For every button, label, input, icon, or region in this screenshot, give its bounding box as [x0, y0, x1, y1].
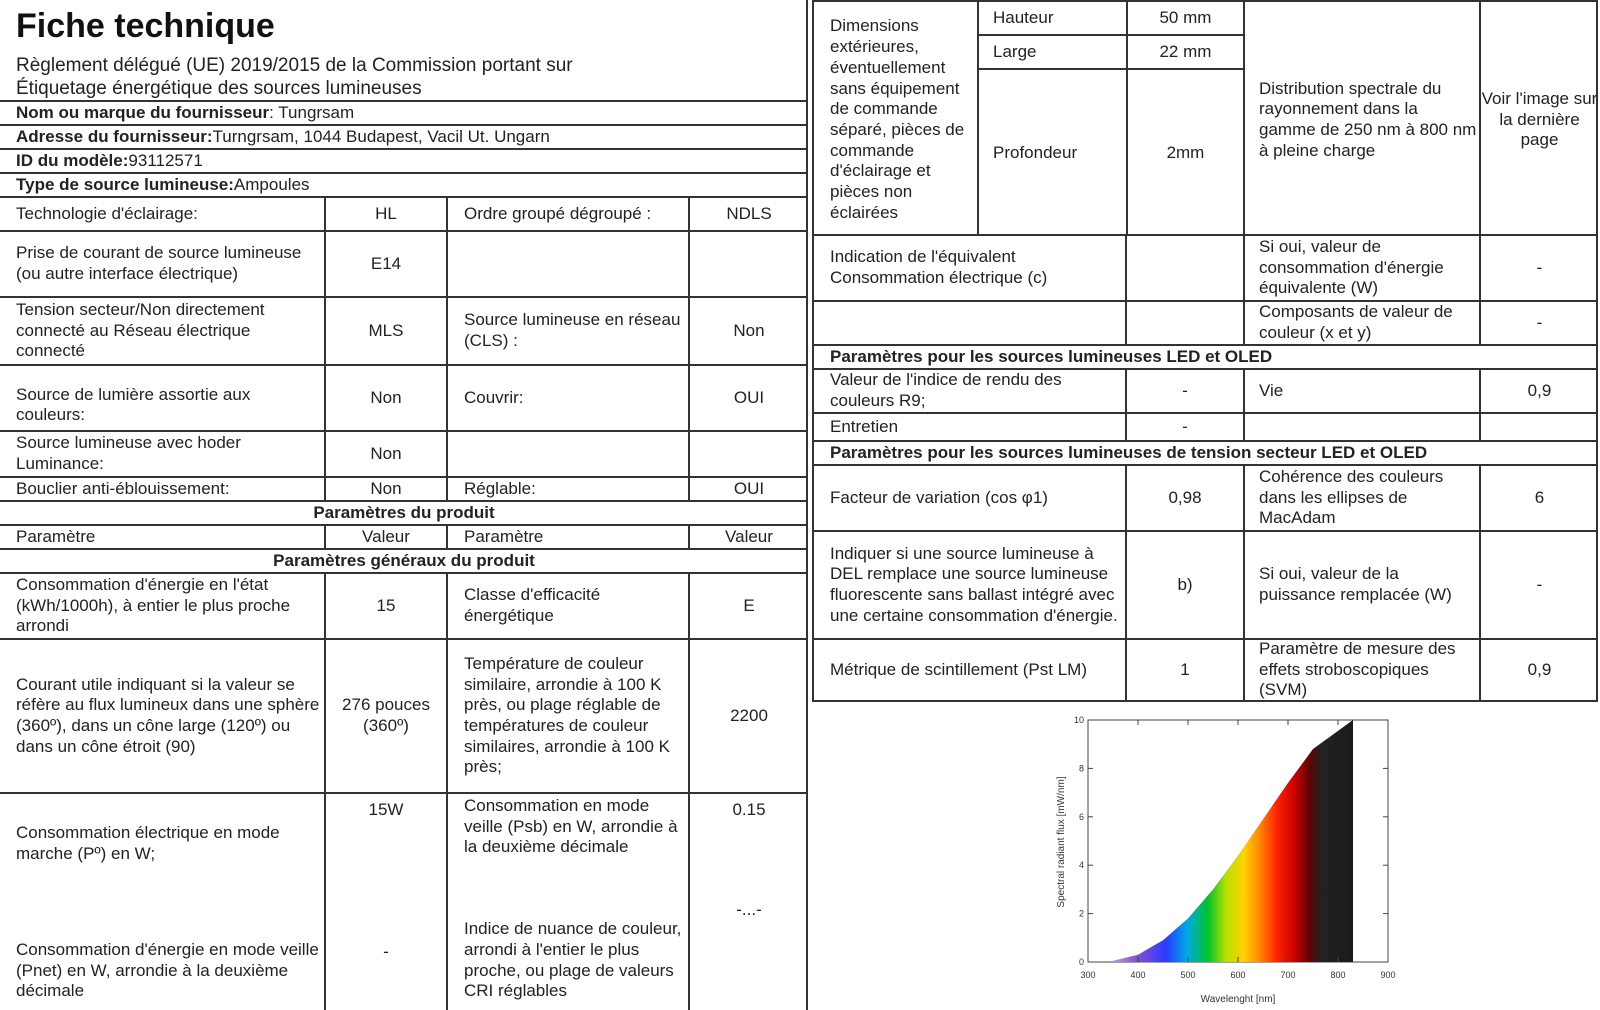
supplier-name-value: : Tungrsam: [269, 102, 355, 122]
value-cell: -...-: [688, 894, 808, 1010]
page-subtitle: Règlement délégué (UE) 2019/2015 de la Commission portant sur Étiquetage énergétique des sources lumineuses: [16, 55, 573, 100]
param-cell: Cohérence des couleurs dans les ellipses de MacAdam: [1243, 466, 1479, 530]
model-id-value: 93112571: [128, 150, 203, 170]
value-cell: 0,9: [1479, 640, 1598, 700]
value-cell: b): [1125, 532, 1243, 638]
param-cell: Entretien: [812, 414, 1125, 440]
value-cell: E14: [324, 232, 446, 296]
section-heading-product: Paramètres du produit: [0, 502, 808, 526]
x-tick-label: 400: [1130, 970, 1146, 980]
dimension-value: 2mm: [1126, 70, 1243, 234]
table-row: [812, 414, 1598, 442]
value-cell: 0.15: [688, 794, 808, 894]
value-cell: -: [324, 894, 446, 1010]
value-cell: OUI: [688, 478, 808, 500]
param-cell: [812, 302, 1125, 344]
param-cell: Indiquer si une source lumineuse à DEL remplace une source lumineuse fluorescente sans ballast intégré avec une certaine consommation d'énergie.: [812, 532, 1125, 638]
supplier-address-value: Turngrsam, 1044 Budapest, Vacil Ut. Ungarn: [212, 126, 550, 146]
value-cell: MLS: [324, 298, 446, 364]
param-cell: Classe d'efficacité énergétique: [446, 574, 688, 638]
value-cell: -: [1479, 302, 1598, 344]
value-cell: NDLS: [688, 198, 808, 230]
dimensions-label: Dimensions extérieures, éventuellement sans équipement de commande séparé, pièces de commande d'éclairage et pièces non éclairées: [812, 2, 977, 234]
section-heading-general: Paramètres généraux du produit: [0, 550, 808, 574]
value-cell: [688, 232, 808, 296]
param-cell: Indice de nuance de couleur, arrondi à l'entier le plus proche, ou plage de valeurs CRI réglables: [446, 894, 688, 1010]
table-row: [0, 640, 808, 794]
value-cell: Non: [324, 478, 446, 500]
spectral-distribution-chart: [1050, 712, 1420, 1010]
y-tick-label: 6: [1078, 811, 1084, 822]
value-cell: 0,98: [1125, 466, 1243, 530]
table-row: [812, 640, 1598, 702]
table-row: [812, 236, 1598, 302]
param-cell: [1243, 414, 1479, 440]
dimension-name: Large: [993, 41, 1037, 61]
title-block: [0, 0, 808, 102]
model-id-label: ID du modèle:: [16, 150, 129, 170]
value-cell: Non: [688, 298, 808, 364]
param-cell: Réglable:: [446, 478, 688, 500]
value-cell: -: [1125, 370, 1243, 412]
value-cell: 2200: [688, 640, 808, 792]
dimension-row-width: [979, 36, 1243, 70]
table-row: [0, 366, 808, 432]
y-tick-label: 2: [1078, 908, 1084, 919]
value-cell: 276 pouces (360º): [324, 640, 446, 792]
section-heading-led: Paramètres pour les sources lumineuses LED et OLED: [812, 346, 1598, 370]
model-id-row: [0, 150, 808, 174]
supplier-name-row: [0, 102, 808, 126]
value-cell: 6: [1479, 466, 1598, 530]
value-cell: OUI: [688, 366, 808, 430]
table-row: [0, 232, 808, 298]
column-header-param: Paramètre: [446, 526, 688, 548]
value-cell: Non: [324, 432, 446, 476]
source-type-value: Ampoules: [233, 174, 310, 194]
dimension-name: Hauteur: [993, 7, 1054, 27]
y-axis-label: Spectral radiant flux [mW/nm]: [1056, 776, 1067, 908]
table-row: [812, 466, 1598, 532]
table-row: [812, 370, 1598, 414]
param-cell: [446, 432, 688, 476]
source-type-label: Type de source lumineuse:: [16, 174, 234, 194]
param-cell: Si oui, valeur de la puissance remplacée (W): [1243, 532, 1479, 638]
param-cell: Ordre groupé dégroupé :: [446, 198, 688, 230]
dimensions-row: [812, 0, 1598, 236]
supplier-name-label: Nom ou marque du fournisseur: [16, 102, 270, 122]
table-row: [0, 794, 808, 894]
param-cell: Si oui, valeur de consommation d'énergie équivalente (W): [1243, 236, 1479, 300]
table-row: [0, 574, 808, 640]
table-row: [0, 894, 808, 1010]
x-tick-label: 700: [1280, 970, 1296, 980]
value-cell: [1125, 236, 1243, 300]
table-row: [812, 302, 1598, 346]
param-cell: Tension secteur/Non directement connecté au Réseau électrique connecté: [16, 299, 265, 361]
dimension-row-depth: [979, 70, 1243, 234]
table-row: [0, 298, 808, 366]
param-cell: Métrique de scintillement (Pst LM): [812, 640, 1125, 700]
param-cell: Température de couleur similaire, arrondie à 100 K près, ou plage réglable de températures de couleur similaires, arrondie à 100 K près;: [446, 640, 688, 792]
table-row: [0, 478, 808, 502]
value-cell: 15: [324, 574, 446, 638]
table-row: [0, 432, 808, 478]
value-cell: [688, 432, 808, 476]
param-cell: Source lumineuse en réseau (CLS) :: [446, 298, 688, 364]
param-cell: Composants de valeur de couleur (x et y): [1243, 302, 1479, 344]
param-cell: Consommation électrique en mode marche (Pº) en W;: [16, 823, 280, 863]
column-header-param: Paramètre: [16, 526, 96, 546]
x-tick-label: 900: [1380, 970, 1396, 980]
y-tick-label: 10: [1073, 715, 1084, 725]
param-cell: Source lumineuse avec hoder Luminance:: [16, 433, 241, 473]
value-cell: [1125, 302, 1243, 344]
table-row: [0, 198, 808, 232]
dimension-name: Profondeur: [993, 142, 1078, 162]
y-tick-label: 4: [1078, 860, 1084, 871]
param-cell: Paramètre de mesure des effets stroboscopiques (SVM): [1243, 640, 1479, 700]
param-cell: Facteur de variation (cos φ1): [812, 466, 1125, 530]
page-title: Fiche technique: [16, 7, 275, 45]
param-cell: Source de lumière assortie aux couleurs:: [16, 384, 251, 425]
param-cell: Indication de l'équivalent Consommation électrique (c): [812, 236, 1125, 300]
x-tick-label: 300: [1080, 970, 1096, 980]
spectral-distribution-label: Distribution spectrale du rayonnement dans la gamme de 250 nm à 800 nm à pleine charge: [1243, 2, 1479, 234]
y-tick-label: 8: [1078, 763, 1084, 774]
dimension-row-height: [979, 2, 1243, 36]
param-cell: Couvrir:: [446, 366, 688, 430]
value-cell: -: [1125, 414, 1243, 440]
y-tick-label: 0: [1078, 957, 1084, 967]
table-row: [812, 532, 1598, 640]
x-tick-label: 500: [1180, 970, 1196, 980]
supplier-address-label: Adresse du fournisseur:: [16, 126, 213, 146]
column-header-value: Valeur: [324, 526, 446, 548]
value-cell: 1: [1125, 640, 1243, 700]
right-datasheet-table: [812, 0, 1600, 702]
param-cell: [446, 232, 688, 296]
x-tick-label: 600: [1230, 970, 1246, 980]
column-header-value: Valeur: [688, 526, 808, 548]
param-cell: Valeur de l'indice de rendu des couleurs R9;: [812, 370, 1125, 412]
value-cell: 15W: [324, 794, 446, 894]
param-cell: Courant utile indiquant si la valeur se réfère au flux lumineux dans une sphère (360º), dans un cône large (120º) ou dans un cône étroit (90): [16, 674, 320, 756]
supplier-address-row: [0, 126, 808, 150]
param-cell: Consommation d'énergie en l'état (kWh/1000h), à entier le plus proche arrondi: [16, 574, 291, 636]
param-cell: Bouclier anti-éblouissement:: [16, 478, 230, 498]
param-cell: Technologie d'éclairage:: [16, 203, 198, 223]
spectrum-area: [1113, 720, 1353, 962]
param-cell: Prise de courant de source lumineuse (ou autre interface électrique): [16, 243, 302, 283]
dimensions-subtable: [977, 2, 1243, 234]
value-cell: -: [1479, 236, 1598, 300]
param-cell: Consommation d'énergie en mode veille (Pnet) en W, arrondie à la deuxième décimale: [16, 939, 319, 1001]
dimension-value: 50 mm: [1126, 2, 1243, 34]
spectral-distribution-value: Voir l'image sur la dernière page: [1479, 2, 1598, 234]
dimension-value: 22 mm: [1126, 36, 1243, 68]
value-cell: -: [1479, 532, 1598, 638]
value-cell: Non: [324, 366, 446, 430]
source-type-row: [0, 174, 808, 198]
value-cell: [1479, 414, 1598, 440]
x-axis-label: Wavelenght [nm]: [1200, 994, 1276, 1005]
param-cell: Consommation en mode veille (Psb) en W, arrondie à la deuxième décimale: [446, 794, 688, 894]
value-cell: 0,9: [1479, 370, 1598, 412]
column-header-row: [0, 526, 808, 550]
value-cell: E: [688, 574, 808, 638]
value-cell: HL: [324, 198, 446, 230]
section-heading-mains: Paramètres pour les sources lumineuses de tension secteur LED et OLED: [812, 442, 1598, 466]
param-cell: Vie: [1243, 370, 1479, 412]
x-tick-label: 800: [1330, 970, 1346, 980]
